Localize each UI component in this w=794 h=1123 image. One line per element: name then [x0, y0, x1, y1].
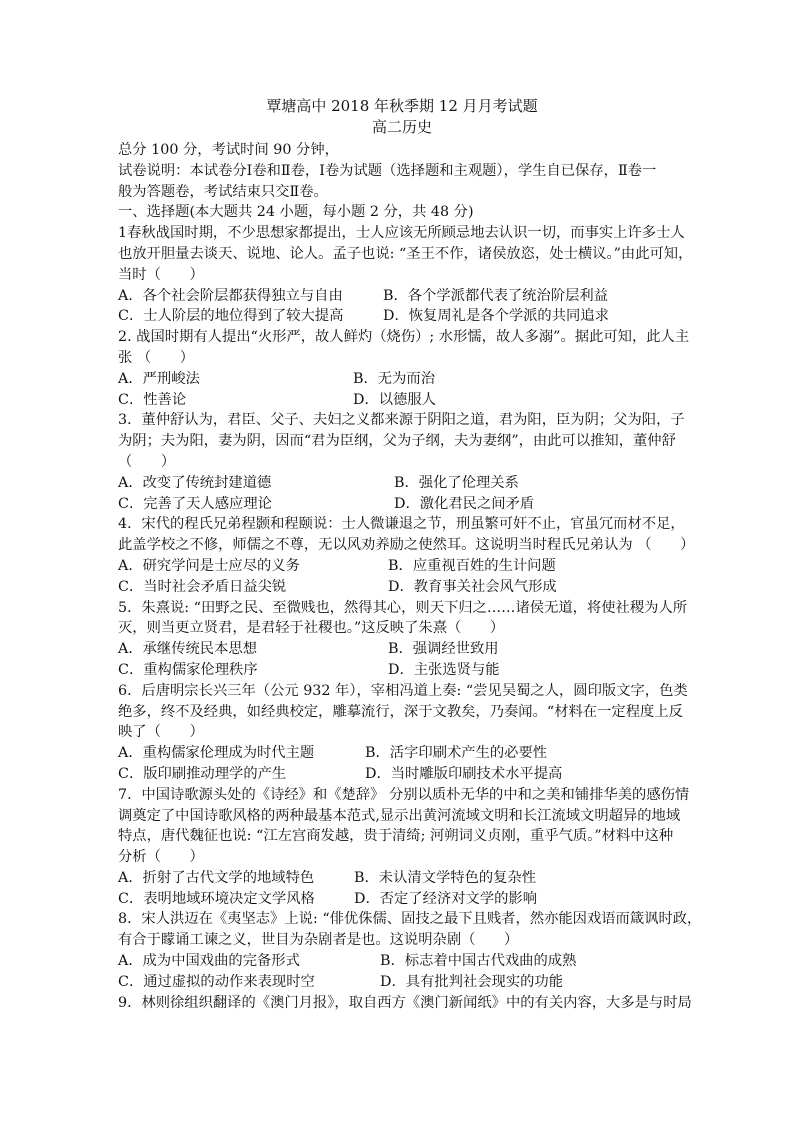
question-stem-line: 3．董仲舒认为，君臣、父子、夫妇之义都来源于阴阳之道，君为阳，臣为阴；父为阳，子: [118, 412, 685, 429]
answer-option: A．承继传统民本思想: [118, 641, 257, 658]
answer-option: B．活字印刷术产生的必要性: [365, 745, 548, 762]
question-item: [118, 681, 686, 785]
question-stem: [118, 327, 690, 369]
question-stem-line: 绝多，终不及经典，如经典校定，雕摹流行，深于文教矣，乃奏闻。“材料在一定程度上反: [118, 703, 683, 720]
answer-option: A．各个社会阶层都获得独立与自由: [118, 287, 343, 304]
exam-instructions: [118, 140, 686, 202]
question-item: [118, 993, 692, 1014]
option-row: [118, 494, 686, 515]
answer-option: B．无为而治: [353, 370, 435, 387]
question-item: [118, 785, 690, 910]
answer-option: C．士人阶层的地位得到了较大提高: [118, 308, 344, 325]
question-stem-line: 4．宋代的程氏兄弟程颢和程颐说：士人微谦退之节，刑虽繁可奸不止，官虽冗而材不足，: [118, 516, 685, 533]
answer-option: B．未认清文学特色的复杂性: [354, 869, 537, 886]
answer-option: B．强化了伦理关系: [394, 474, 519, 491]
question-stem: [118, 514, 695, 556]
question-stem-line: 分析（ ）: [118, 849, 204, 866]
question-stem-line: 此盖学校之不修，师儒之不尊，无以风劝养励之使然耳。这说明当时程氏兄弟认为 （ ）: [118, 537, 695, 554]
answer-option: D．恢复周礼是各个学派的共同追求: [383, 308, 609, 325]
answer-option: D．教育事关社会风气形成: [388, 578, 557, 595]
question-stem-line: 6．后唐明宗长兴三年（公元 932 年），宰相冯道上奏: “尝见吴蜀之人，圆印版文字，色类: [118, 682, 688, 699]
answer-option: B．各个学派都代表了统治阶层利益: [383, 287, 608, 304]
option-row: [118, 889, 686, 910]
question-stem-line: 当时（ ）: [118, 266, 204, 283]
answer-option: B．标志着中国古代戏曲的成熟: [380, 953, 577, 970]
question-stem: [118, 681, 686, 743]
question-stem-line: 张 （ ）: [118, 349, 195, 366]
question-stem-line: 9．林则徐组织翻译的《澳门月报》，取自西方《澳门新闻纸》中的有关内容，大多是与时局: [118, 994, 692, 1011]
question-item: [118, 223, 693, 327]
question-stem-line: 5．朱熹说: “田野之民、至微贱也，然得其心，则天下归之……诸侯无道，将使社稷为人所: [118, 599, 688, 616]
answer-option: D．当时雕版印刷技术水平提高: [365, 765, 563, 782]
answer-option: C．性善论: [118, 391, 187, 408]
answer-option: C．当时社会矛盾日益尖锐: [118, 578, 287, 595]
option-row: [118, 972, 686, 993]
answer-option: A．改变了传统封建道德: [118, 474, 272, 491]
question-item: [118, 909, 702, 992]
question-stem: [118, 909, 702, 951]
option-row: [118, 390, 686, 411]
answer-option: A．成为中国戏曲的完备形式: [118, 953, 300, 970]
question-stem-line: 也放开胆量去谈天、说地、论人。孟子也说: “圣王不作，诸侯放恣，处士横议。”由此可知，: [118, 245, 693, 262]
option-row: [118, 369, 686, 390]
question-stem: [118, 785, 690, 868]
section-heading: 一、选择题(本大题共 24 小题，每小题 2 分，共 48 分): [118, 204, 474, 221]
answer-option: A．重构儒家伦理成为时代主题: [118, 745, 315, 762]
question-list: [118, 223, 702, 1013]
answer-option: C．版印刷推动理学的产生: [118, 765, 287, 782]
question-stem-line: 有合于矇诵工谏之义，世目为杂剧者是也。这说明杂剧（ ）: [118, 932, 519, 949]
question-stem-line: 8．宋人洪迈在《夷坚志》上说: “俳优侏儒、固技之最下且贱者，然亦能因戏语而箴讽时政，: [118, 911, 702, 928]
option-row: [118, 743, 686, 764]
option-row: [118, 764, 686, 785]
option-row: [118, 286, 686, 307]
question-stem-line: 为阴；夫为阳，妻为阴，因而“君为臣纲，父为子纲，夫为妻纲”，由此可以推知，董仲舒: [118, 433, 676, 450]
question-stem-line: （ ）: [118, 453, 176, 470]
question-stem: [118, 993, 692, 1014]
question-stem-line: 灭，则当更立贤君，是君轻于社稷也。”这反映了朱熹（ ）: [118, 620, 505, 637]
instruction-line: 总分 100 分，考试时间 90 分钟，: [118, 142, 339, 158]
answer-option: C．通过虚拟的动作来表现时空: [118, 973, 315, 990]
question-stem-line: 7．中国诗歌源头处的《诗经》和《楚辞》 分别以质朴无华的中和之美和铺排华美的感伤情: [118, 786, 690, 803]
question-stem: [118, 598, 686, 640]
answer-option: D．否定了经济对文学的影响: [354, 890, 538, 907]
answer-option: C．表明地域环境决定文学风格: [118, 890, 315, 907]
exam-title: 覃塘高中 2018 年秋季期 12 月月考试题: [266, 97, 538, 115]
answer-option: A．研究学问是士应尽的义务: [118, 557, 300, 574]
option-row: [118, 306, 686, 327]
answer-option: D．激化君民之间矛盾: [394, 495, 535, 512]
answer-option: A．严刑峻法: [118, 370, 200, 387]
question-stem-line: 调奠定了中国诗歌风格的两种最基本范式,显示出黄河流域文明和长江流域文明超异的地域: [118, 807, 681, 824]
answer-option: A．折射了古代文学的地域特色: [118, 869, 315, 886]
exam-page: [118, 96, 702, 1013]
instruction-line: 试卷说明：本试卷分Ⅰ卷和Ⅱ卷，Ⅰ卷为试题（选择题和主观题），学生自已保存，Ⅱ卷一: [118, 162, 657, 179]
question-item: [118, 410, 686, 514]
option-row: [118, 868, 686, 889]
question-stem: [118, 410, 686, 472]
instruction-line: 般为答题卷，考试结束只交Ⅱ卷。: [118, 183, 328, 200]
answer-option: B．应重视百姓的生计问题: [388, 557, 556, 574]
answer-option: D．主张选贤与能: [388, 661, 500, 678]
exam-subtitle: 高二历史: [371, 118, 432, 136]
answer-option: B．强调经世致用: [388, 641, 499, 658]
question-stem-line: 特点，唐代魏征也说: “江左宫商发越，贵于清绮; 河朔词义贞刚，重乎气质。”材料中这种: [118, 828, 674, 845]
option-row: [118, 577, 686, 598]
question-stem-line: 2. 战国时期有人提出“火形严，故人鲜灼（烧伤）; 水形懦，故人多溺”。据此可知，此人主: [118, 329, 690, 346]
answer-option: C．完善了天人感应理论: [118, 495, 272, 512]
option-row: [118, 639, 686, 660]
option-row: [118, 556, 686, 577]
answer-option: C．重构儒家伦理秩序: [118, 661, 258, 678]
question-item: [118, 514, 695, 597]
option-row: [118, 951, 686, 972]
answer-option: D．具有批判社会现实的功能: [380, 973, 564, 990]
question-stem-line: 映了（ ）: [118, 724, 204, 741]
option-row: [118, 660, 686, 681]
option-row: [118, 473, 686, 494]
question-stem: [118, 223, 693, 285]
question-stem-line: 1春秋战国时期，不少思想家都提出，士人应该无所顾忌地去认识一切，而事实上许多士人: [118, 225, 685, 242]
question-item: [118, 598, 686, 681]
answer-option: D．以德服人: [353, 391, 436, 408]
question-item: [118, 327, 690, 410]
